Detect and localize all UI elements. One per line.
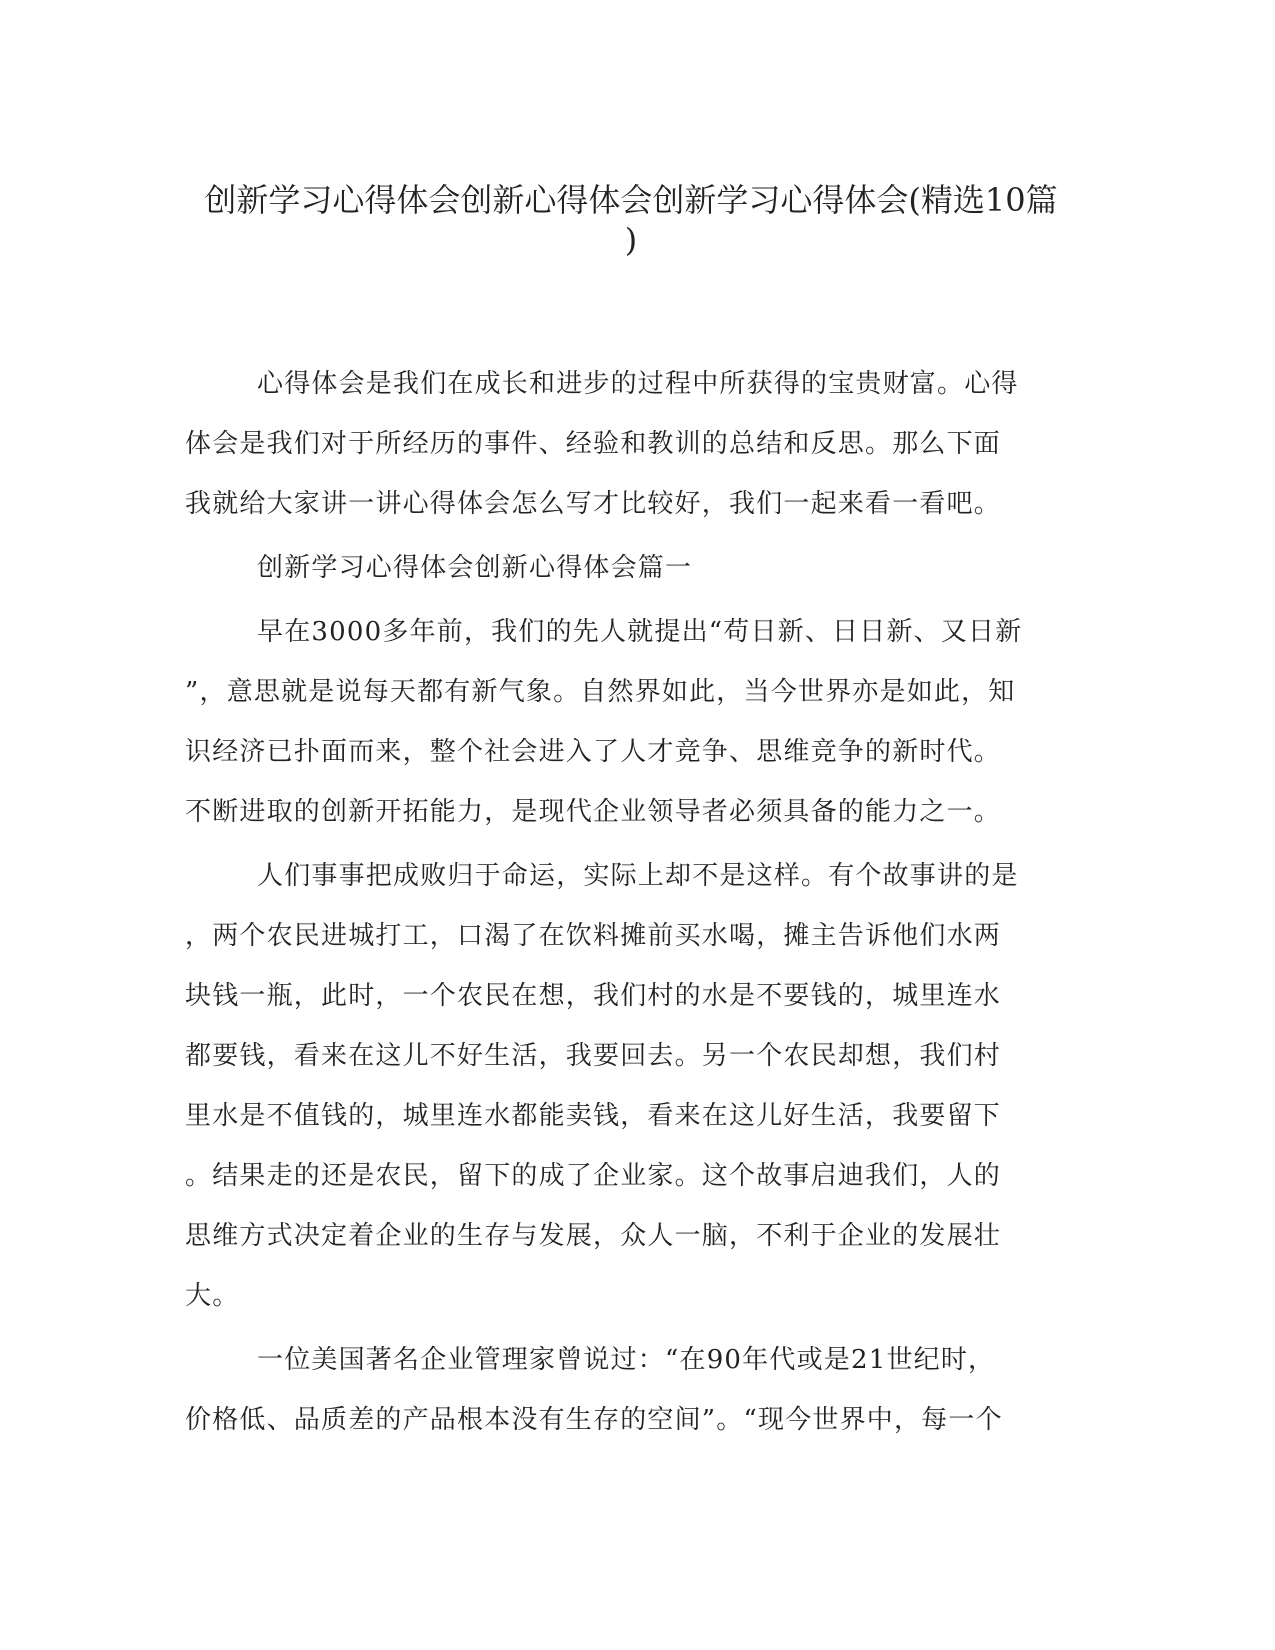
paragraph-line: 识经济已扑面而来，整个社会进入了人才竞争、思维竞争的新时代。 bbox=[185, 737, 1002, 767]
title-line: ) bbox=[624, 221, 638, 259]
paragraph-line: 都要钱，看来在这儿不好生活，我要回去。另一个农民却想，我们村 bbox=[185, 1041, 1002, 1071]
paragraph-line: 心得体会是我们在成长和进步的过程中所获得的宝贵财富。心得 bbox=[257, 369, 1019, 399]
paragraph-line: ”，意思就是说每天都有新气象。自然界如此，当今世界亦是如此，知 bbox=[185, 677, 1016, 707]
paragraph-line: ，两个农民进城打工，口渴了在饮料摊前买水喝，摊主告诉他们水两 bbox=[185, 921, 1002, 951]
paragraph-line: 早在3000多年前，我们的先人就提出“苟日新、日日新、又日新 bbox=[257, 617, 1023, 647]
document-body bbox=[185, 354, 1085, 1454]
paragraph-line: 大。 bbox=[185, 1281, 240, 1311]
paragraph-line: 不断进取的创新开拓能力，是现代企业领导者必须具备的能力之一。 bbox=[185, 797, 1002, 827]
paragraph-line: 块钱一瓶，此时，一个农民在想，我们村的水是不要钱的，城里连水 bbox=[185, 981, 1002, 1011]
paragraph-line: 一位美国著名企业管理家曾说过：“在90年代或是21世纪时， bbox=[257, 1345, 996, 1375]
paragraph-line: 我就给大家讲一讲心得体会怎么写才比较好，我们一起来看一看吧。 bbox=[185, 489, 1002, 519]
section-heading bbox=[185, 538, 1085, 598]
paragraph-line: 思维方式决定着企业的生存与发展，众人一脑，不利于企业的发展壮 bbox=[185, 1221, 1002, 1251]
story-paragraph bbox=[185, 846, 1085, 1326]
paragraph-line: 体会是我们对于所经历的事件、经验和教训的总结和反思。那么下面 bbox=[185, 429, 1002, 459]
heading-line: 创新学习心得体会创新心得体会篇一 bbox=[257, 553, 693, 583]
body-paragraph bbox=[185, 602, 1085, 842]
paragraph-line: 价格低、品质差的产品根本没有生存的空间”。“现今世界中，每一个 bbox=[185, 1405, 1003, 1435]
paragraph-line: 人们事事把成败归于命运，实际上却不是这样。有个故事讲的是 bbox=[257, 861, 1019, 891]
paragraph-line: 。结果走的还是农民，留下的成了企业家。这个故事启迪我们，人的 bbox=[185, 1161, 1002, 1191]
title-line: 创新学习心得体会创新心得体会创新学习心得体会(精选10篇 bbox=[204, 181, 1058, 219]
document-title bbox=[181, 180, 1081, 260]
intro-paragraph bbox=[185, 354, 1085, 534]
quote-paragraph bbox=[185, 1330, 1085, 1450]
paragraph-line: 里水是不值钱的，城里连水都能卖钱，看来在这儿好生活，我要留下 bbox=[185, 1101, 1002, 1131]
